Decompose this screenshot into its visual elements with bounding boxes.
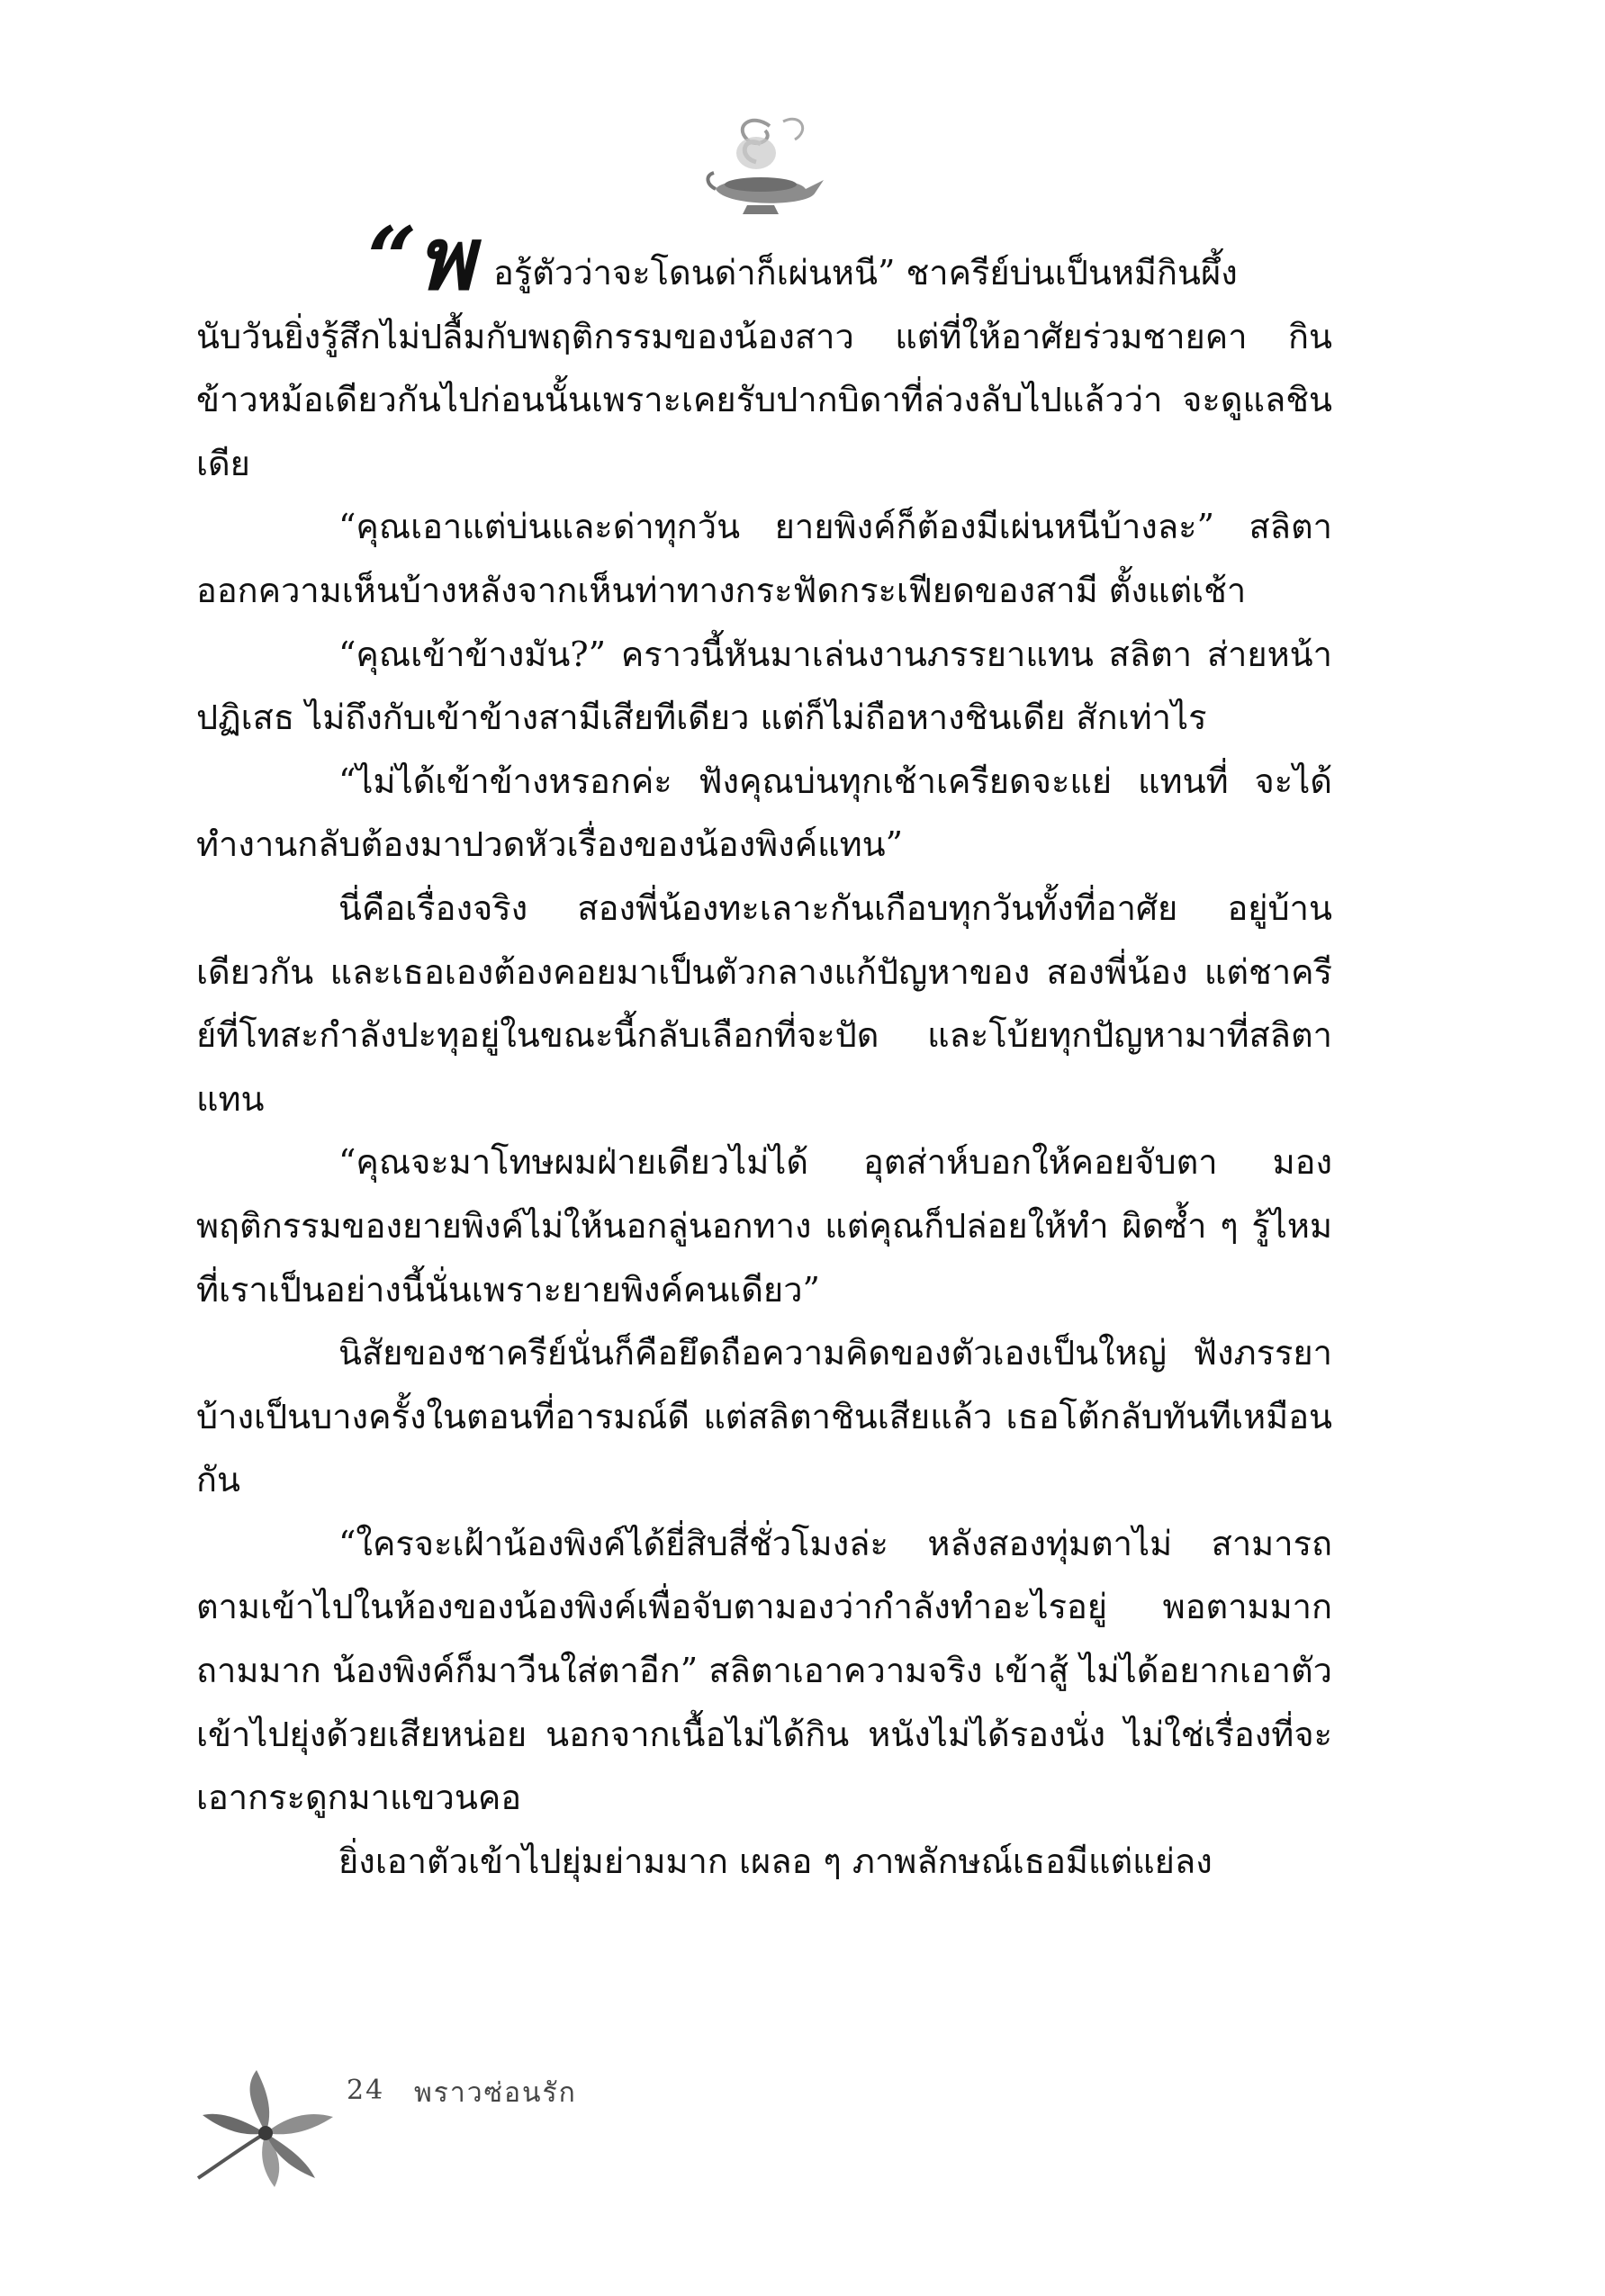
paragraph: “คุณเอาแต่บ่นและด่าทุกวัน ยายพิงค์ก็ต้องมีเผ่นหนีบ้างละ” สลิตาออกความเห็นบ้างหลังจากเห็นท่าทางกระฟัดกระเฟียดของสามี ตั้งแต่เช้า [196,507,1332,610]
first-paragraph [196,208,1332,310]
body-text [196,208,1332,1893]
page-number: 24 [347,2075,385,2106]
paragraph: “คุณจะมาโทษผมฝ่ายเดียวไม่ได้ อุตส่าห์บอกให้คอยจับตา มองพฤติกรรมของยายพิงค์ไม่ให้นอกลู่นอกทาง แต่คุณก็ปล่อยให้ทำ ผิดซ้ำ ๆ รู้ไหมที่เราเป็นอย่างนี้นั่นเพราะยายพิงค์คนเดียว” [196,1142,1332,1310]
book-title: พราวซ่อนรัก [414,2077,577,2109]
first-line-text: อรู้ตัวว่าจะโดนด่าก็เผ่นหนี” ชาครีย์บ่นเป็นหมีกินผึ้ง [493,253,1238,293]
paragraph: นับวันยิ่งรู้สึกไม่ปลื้มกับพฤติกรรมของน้องสาว แต่ที่ให้อาศัยร่วมชายคา กินข้าวหม้อเดียวกันไปก่อนนั้นเพราะเคยรับปากบิดาที่ล่วงลับไปแล้วว่า จะดูแลชินเดีย [196,316,1332,483]
genie-lamp-icon [698,108,833,225]
paragraph: “ไม่ได้เข้าข้างหรอกค่ะ ฟังคุณบ่นทุกเช้าเครียดจะแย่ แทนที่ จะได้ทำงานกลับต้องมาปวดหัวเรื่องของน้องพิงค์แทน” [196,761,1332,865]
paragraph: “ใครจะเฝ้าน้องพิงค์ได้ยี่สิบสี่ชั่วโมงล่ะ หลังสองทุ่มตาไม่ สามารถตามเข้าไปในห้องของน้องพิงค์เพื่อจับตามองว่ากำลังทำอะไรอยู่ พอตามมาก ถามมาก น้องพิงค์ก็มาวีนใส่ตาอีก” สลิตาเอาความจริง เข้าสู้ ไม่ได้อยากเอาตัวเข้าไปยุ่งด้วยเสียหน่อย นอกจากเนื้อไม่ได้กิน หนังไม่ได้รองนั่ง ไม่ใช่เรื่องที่จะเอากระดูกมาแขวนคอ [196,1523,1332,1818]
flower-icon [189,2061,342,2196]
page-footer [189,2061,729,2196]
paragraph: “คุณเข้าข้างมัน?” คราวนี้หันมาเล่นงานภรรยาแทน สลิตา ส่ายหน้าปฏิเสธ ไม่ถึงกับเข้าข้างสามีเสียทีเดียว แต่ก็ไม่ถือหางชินเดีย สักเท่าไร [196,634,1332,738]
paragraph: ยิ่งเอาตัวเข้าไปยุ่มย่ามมาก เผลอ ๆ ภาพลักษณ์เธอมีแต่แย่ลง [338,1841,1213,1881]
drop-cap: “พ [367,208,474,310]
paragraph: นี่คือเรื่องจริง สองพี่น้องทะเลาะกันเกือบทุกวันทั้งที่อาศัย อยู่บ้านเดียวกัน และเธอเองต้องคอยมาเป็นตัวกลางแก้ปัญหาของ สองพี่น้อง แต่ชาครีย์ที่โทสะกำลังปะทุอยู่ในขณะนี้กลับเลือกที่จะปัด และโบ้ยทุกปัญหามาที่สลิตาแทน [196,887,1332,1119]
paragraph: นิสัยของชาครีย์นั่นก็คือยึดถือความคิดของตัวเองเป็นใหญ่ ฟังภรรยาบ้างเป็นบางครั้งในตอนที่อารมณ์ดี แต่สลิตาชินเสียแล้ว เธอโต้กลับทันทีเหมือนกัน [196,1333,1332,1500]
